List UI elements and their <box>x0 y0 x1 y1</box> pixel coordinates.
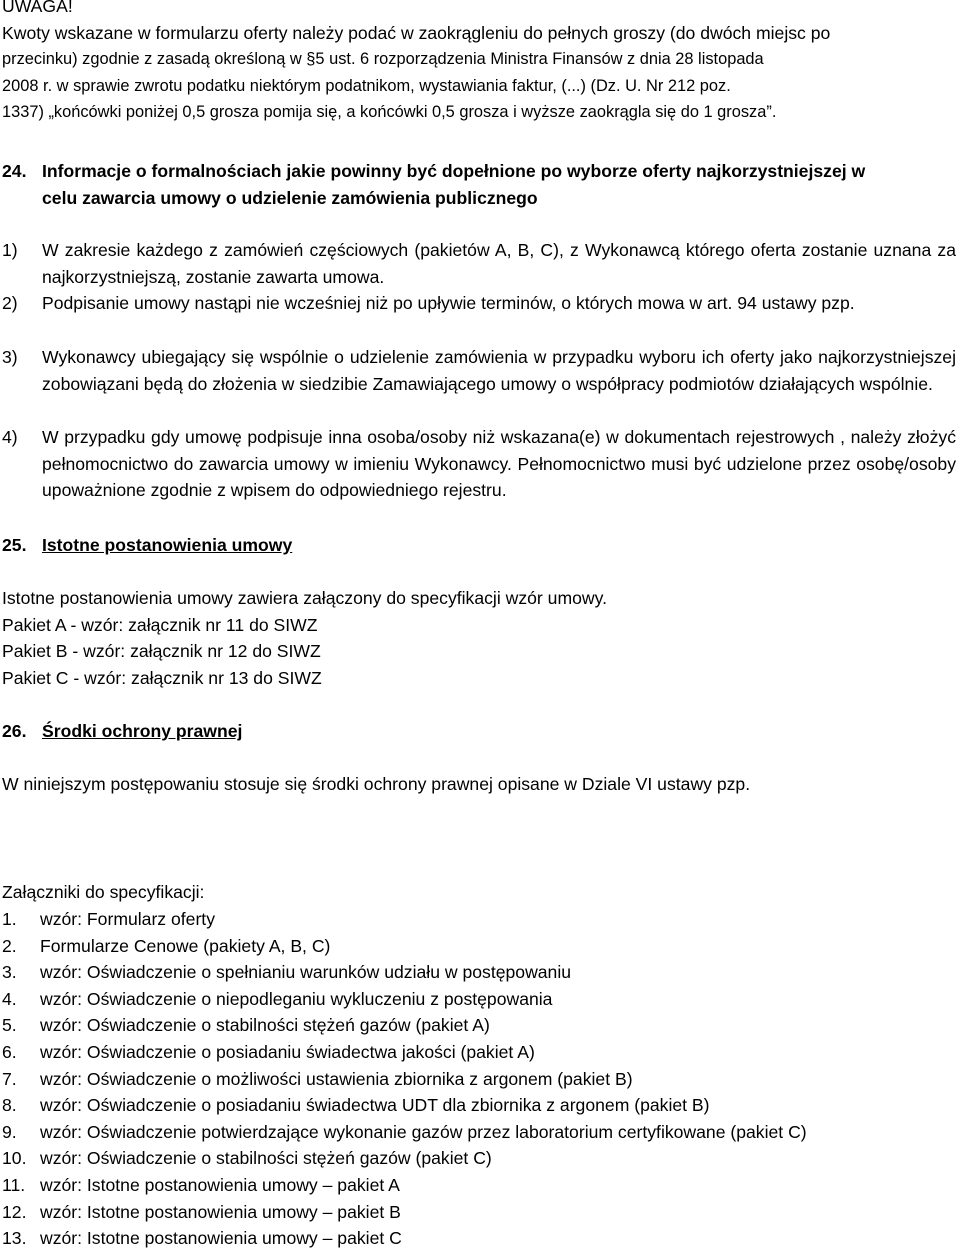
pakiet-a-line: Pakiet A - wzór: załącznik nr 11 do SIWZ <box>2 614 318 635</box>
section-25-heading <box>2 532 292 559</box>
attachment-text: wzór: Oświadczenie o posiadaniu świadectwa UDT dla zbiornika z argonem (pakiet B) <box>40 1095 710 1116</box>
attachment-item <box>2 1066 633 1093</box>
section-number: 26. <box>2 721 27 741</box>
section-24-heading-cont <box>2 185 538 212</box>
item-number: 3) <box>2 347 18 367</box>
section-title: Istotne postanowienia umowy <box>42 535 293 555</box>
attachment-number: 4. <box>2 988 17 1009</box>
attachment-number: 1. <box>2 909 17 929</box>
attachment-number: 13. <box>2 1228 27 1249</box>
attachment-number: 7. <box>2 1068 17 1089</box>
section-26-heading <box>2 718 242 745</box>
list-item <box>2 290 956 317</box>
item-number: 4) <box>2 427 18 447</box>
attachment-text: wzór: Oświadczenie o możliwości ustawienia zbiornika z argonem (pakiet B) <box>40 1068 633 1089</box>
pakiet-b-line: Pakiet B - wzór: załącznik nr 12 do SIWZ <box>2 641 321 662</box>
attachment-item <box>2 1199 401 1226</box>
section-24-heading <box>2 158 865 185</box>
attachment-text: wzór: Oświadczenie o stabilności stężeń gazów (pakiet C) <box>40 1148 492 1169</box>
attachment-number: 2. <box>2 935 17 956</box>
attachment-number: 8. <box>2 1095 17 1116</box>
attachment-text: wzór: Istotne postanowienia umowy – pakiet C <box>40 1228 402 1249</box>
attachment-number: 10. <box>2 1148 27 1169</box>
attachment-text: wzór: Oświadczenie o spełnianiu warunków udziału w postępowaniu <box>40 962 572 983</box>
attachment-number: 9. <box>2 1121 17 1142</box>
item-text: Wykonawcy ubiegający się wspólnie o udzielenie zamówienia w przypadku wyboru ich oferty jako najkorzystniejszej zobowiązani będą do złożenia w siedzibie Zamawiającego umowy o współpracy podmiotów działających wspólnie. <box>42 347 956 394</box>
item-number: 1) <box>2 240 18 260</box>
section-title: Środki ochrony prawnej <box>42 721 243 741</box>
attachment-item <box>2 1225 402 1252</box>
item-text: Podpisanie umowy nastąpi nie wcześniej niż po upływie terminów, o których mowa w art. 94 ustawy pzp. <box>42 293 855 313</box>
section-title: celu zawarcia umowy o udzielenie zamówienia publicznego <box>42 187 538 208</box>
attachment-number: 5. <box>2 1015 17 1036</box>
list-item <box>2 424 956 504</box>
attachment-item <box>2 906 215 933</box>
attachment-text: wzór: Formularz oferty <box>40 909 215 929</box>
section-25-intro: Istotne postanowienia umowy zawiera załączony do specyfikacji wzór umowy. <box>2 588 607 608</box>
attachment-text: wzór: Istotne postanowienia umowy – pakiet B <box>40 1201 401 1222</box>
item-text: W przypadku gdy umowę podpisuje inna osoba/osoby niż wskazana(e) w dokumentach rejestrowych , należy złożyć pełnomocnictwo do zawarcia umowy w imieniu Wykonawcy. Pełnomocnictwo musi być udzielone przez osobę/osoby upoważnione zgodnie z wpisem do odpowiedniego rejestru. <box>42 427 956 501</box>
attachment-item <box>2 986 552 1013</box>
warning-line: 1337) „końcówki poniżej 0,5 grosza pomija się, a końcówki 0,5 grosza i wyższe zaokrągla się do 1 grosza”. <box>2 103 777 122</box>
warning-line: przecinku) zgodnie z zasadą określoną w §5 ust. 6 rozporządzenia Ministra Finansów z dnia 28 listopada <box>2 50 764 69</box>
attachment-item <box>2 1092 710 1119</box>
section-title: Informacje o formalnościach jakie powinny być dopełnione po wyborze oferty najkorzystniejszej w <box>42 161 866 181</box>
warning-line: Kwoty wskazane w formularzu oferty należy podać w zaokrągleniu do pełnych groszy (do dwóch miejsc po <box>2 22 831 43</box>
attachments-heading: Załączniki do specyfikacji: <box>2 882 205 902</box>
attachment-text: wzór: Oświadczenie potwierdzające wykonanie gazów przez laboratorium certyfikowane (pakiet C) <box>40 1121 807 1142</box>
item-text: W zakresie każdego z zamówień częściowych (pakietów A, B, C), z Wykonawcą którego oferta zostanie uznana za najkorzystniejszą, zostanie zawarta umowa. <box>42 240 956 287</box>
attachment-text: wzór: Istotne postanowienia umowy – pakiet A <box>40 1175 400 1195</box>
section-number: 24. <box>2 161 27 181</box>
attachment-item <box>2 1172 400 1199</box>
attachment-text: wzór: Oświadczenie o niepodleganiu wykluczeniu z postępowania <box>40 988 553 1009</box>
attachment-number: 6. <box>2 1042 17 1062</box>
attachment-item <box>2 1145 492 1172</box>
section-26-text: W niniejszym postępowaniu stosuje się środki ochrony prawnej opisane w Dziale VI ustawy pzp. <box>2 774 751 794</box>
section-number: 25. <box>2 535 27 555</box>
attachment-number: 3. <box>2 962 17 983</box>
warning-line: 2008 r. w sprawie zwrotu podatku niektórym podatnikom, wystawiania faktur, (...) (Dz. U. Nr 212 poz. <box>2 76 731 95</box>
attachment-number: 11. <box>2 1175 26 1195</box>
attachment-item <box>2 1012 490 1039</box>
attachment-item <box>2 1039 535 1066</box>
attachment-text: wzór: Oświadczenie o stabilności stężeń gazów (pakiet A) <box>40 1015 490 1036</box>
attachment-item <box>2 1119 807 1146</box>
list-item <box>2 237 956 290</box>
attachment-item <box>2 933 330 960</box>
item-number: 2) <box>2 293 18 313</box>
attachment-item <box>2 959 571 986</box>
attachment-text: wzór: Oświadczenie o posiadaniu świadectwa jakości (pakiet A) <box>40 1042 535 1062</box>
pakiet-c-line: Pakiet C - wzór: załącznik nr 13 do SIWZ <box>2 667 322 688</box>
warning-heading: UWAGA! <box>2 0 73 16</box>
attachment-text: Formularze Cenowe (pakiety A, B, C) <box>40 935 331 956</box>
attachment-number: 12. <box>2 1201 27 1222</box>
list-item <box>2 344 956 397</box>
